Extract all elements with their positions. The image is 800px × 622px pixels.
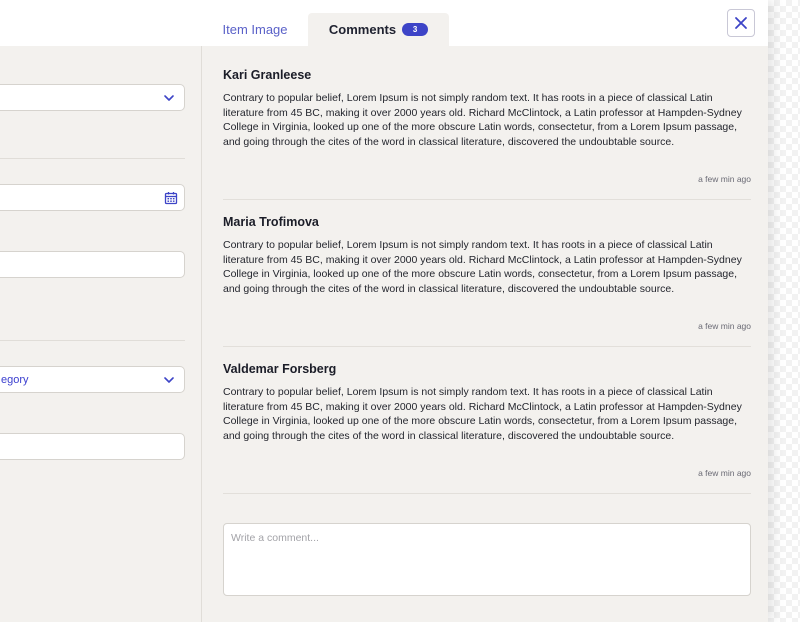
close-button[interactable] bbox=[727, 9, 755, 37]
comment-composer bbox=[223, 523, 751, 596]
comment-item bbox=[223, 68, 751, 184]
form-divider bbox=[0, 340, 185, 341]
comment-text: Contrary to popular belief, Lorem Ipsum is not simply random text. It has roots in a piece of classical Latin literature from 45 BC, making it over 2000 years old. Richard McClintock, a Latin professor at Hampden-Sydney College in Virginia, looked up one of the more obscure Latin words, consectetur, from a Lorem Ipsum passage, and going through the cites of the word in classical literature, discovered the undoubtable source. bbox=[223, 239, 742, 295]
comment-author: Valdemar Forsberg bbox=[223, 362, 337, 376]
close-icon bbox=[734, 16, 748, 30]
comment-input[interactable] bbox=[224, 524, 750, 595]
comments-count-badge: 3 bbox=[402, 23, 428, 36]
tab-item-image[interactable] bbox=[202, 13, 308, 46]
comment-timestamp: a few min ago bbox=[698, 174, 751, 184]
comment-text: Contrary to popular belief, Lorem Ipsum is not simply random text. It has roots in a piece of classical Latin literature from 45 BC, making it over 2000 years old. Richard McClintock, a Latin professor at Hampden-Sydney College in Virginia, looked up one of the more obscure Latin words, consectetur, from a Lorem Ipsum passage, and going through the cites of the word in classical literature, discovered the undoubtable source. bbox=[223, 92, 742, 148]
category-select[interactable] bbox=[0, 366, 185, 393]
select-field-1[interactable] bbox=[0, 84, 185, 111]
comment-text: Contrary to popular belief, Lorem Ipsum is not simply random text. It has roots in a piece of classical Latin literature from 45 BC, making it over 2000 years old. Richard McClintock, a Latin professor at Hampden-Sydney College in Virginia, looked up one of the more obscure Latin words, consectetur, from a Lorem Ipsum passage, and going through the cites of the word in classical literature, discovered the undoubtable source. bbox=[223, 386, 742, 442]
category-select-value: egory bbox=[1, 373, 29, 386]
comment-timestamp: a few min ago bbox=[698, 321, 751, 331]
tab-comments-label: Comments bbox=[328, 22, 397, 37]
comment-separator bbox=[223, 493, 751, 494]
text-field[interactable] bbox=[0, 251, 185, 278]
chevron-down-icon bbox=[163, 92, 175, 104]
tab-comments[interactable] bbox=[308, 13, 449, 46]
tab-item-image-label: Item Image bbox=[222, 22, 288, 37]
comment-item bbox=[223, 215, 751, 331]
text-field-2[interactable] bbox=[0, 433, 185, 460]
item-form-panel bbox=[0, 46, 202, 622]
form-divider bbox=[0, 158, 185, 159]
comment-timestamp: a few min ago bbox=[698, 468, 751, 478]
comment-separator bbox=[223, 346, 751, 347]
transparent-backdrop bbox=[768, 0, 800, 622]
calendar-icon[interactable] bbox=[164, 191, 178, 205]
chevron-down-icon bbox=[163, 374, 175, 386]
comment-item bbox=[223, 362, 751, 478]
date-field[interactable] bbox=[0, 184, 185, 211]
comment-author: Kari Granleese bbox=[223, 68, 312, 82]
comment-separator bbox=[223, 199, 751, 200]
comment-author: Maria Trofimova bbox=[223, 215, 319, 229]
